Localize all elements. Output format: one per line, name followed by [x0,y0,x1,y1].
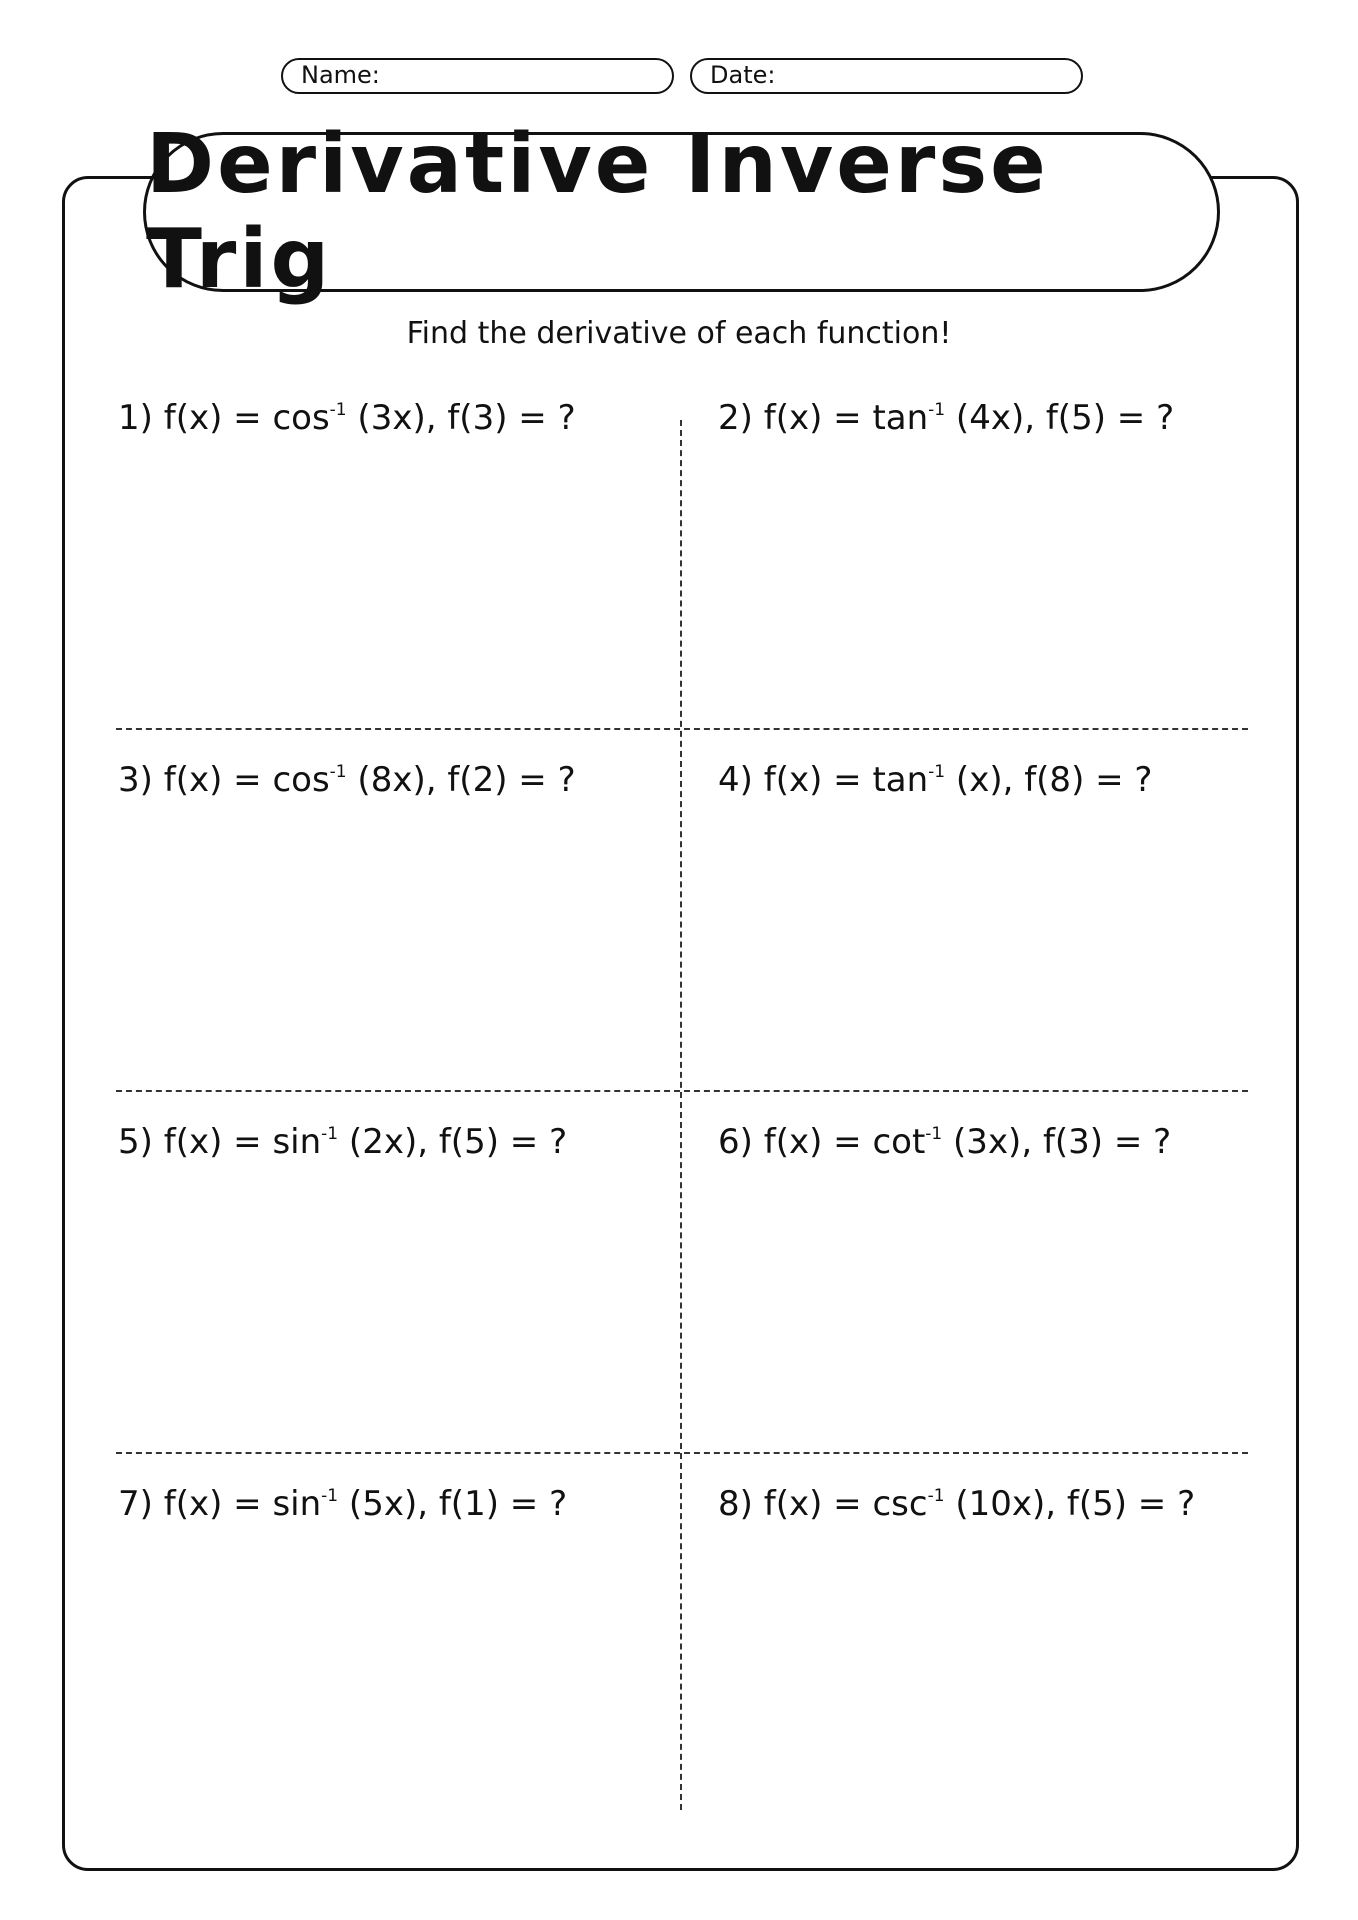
problem-func: csc [872,1484,928,1524]
problem-exponent: -1 [321,1486,339,1506]
problem-2 [718,398,1174,438]
problem-func: tan [872,760,929,800]
problem-exponent: -1 [321,1124,339,1144]
problem-number: 4) [718,760,753,800]
problem-lhs: f(x) = [163,398,273,438]
problem-4 [718,760,1152,800]
problem-exponent: -1 [928,400,946,420]
name-label: Name: [301,61,380,89]
problem-number: 1) [118,398,153,438]
problem-lhs: f(x) = [763,1484,873,1524]
problem-func: sin [272,1122,322,1162]
problem-rest: (5x), f(1) = ? [338,1484,568,1524]
instructions: Find the derivative of each function! [406,316,952,351]
problem-rest: (8x), f(2) = ? [346,760,576,800]
problem-exponent: -1 [927,1486,945,1506]
problem-func: sin [272,1484,322,1524]
problem-number: 8) [718,1484,753,1524]
problem-8 [718,1484,1195,1524]
problem-lhs: f(x) = [763,760,873,800]
problem-lhs: f(x) = [163,760,273,800]
problem-func: cot [872,1122,926,1162]
problem-number: 5) [118,1122,153,1162]
problem-func: cos [272,398,330,438]
problem-5 [118,1122,567,1162]
problem-number: 2) [718,398,753,438]
problem-rest: (4x), f(5) = ? [945,398,1175,438]
page-title: Derivative Inverse Trig [146,117,1049,307]
name-field[interactable] [281,58,674,94]
problem-func: cos [272,760,330,800]
vertical-divider [680,420,682,1810]
problem-lhs: f(x) = [763,398,873,438]
problem-lhs: f(x) = [163,1122,273,1162]
problem-exponent: -1 [329,400,347,420]
problem-number: 3) [118,760,153,800]
problem-rest: (3x), f(3) = ? [942,1122,1172,1162]
problem-rest: (x), f(8) = ? [945,760,1153,800]
title-banner [143,117,1220,307]
problem-lhs: f(x) = [163,1484,273,1524]
problem-exponent: -1 [928,762,946,782]
problem-3 [118,760,576,800]
problem-rest: (2x), f(5) = ? [338,1122,568,1162]
problem-exponent: -1 [925,1124,943,1144]
problem-func: tan [872,398,929,438]
problem-lhs: f(x) = [763,1122,873,1162]
problem-6 [718,1122,1171,1162]
problem-rest: (3x), f(3) = ? [346,398,576,438]
problem-7 [118,1484,567,1524]
problem-rest: (10x), f(5) = ? [944,1484,1196,1524]
horizontal-divider [116,728,1248,730]
date-field[interactable] [690,58,1083,94]
horizontal-divider [116,1452,1248,1454]
problem-number: 6) [718,1122,753,1162]
problem-number: 7) [118,1484,153,1524]
problem-exponent: -1 [329,762,347,782]
date-label: Date: [710,61,776,89]
horizontal-divider [116,1090,1248,1092]
problem-1 [118,398,576,438]
